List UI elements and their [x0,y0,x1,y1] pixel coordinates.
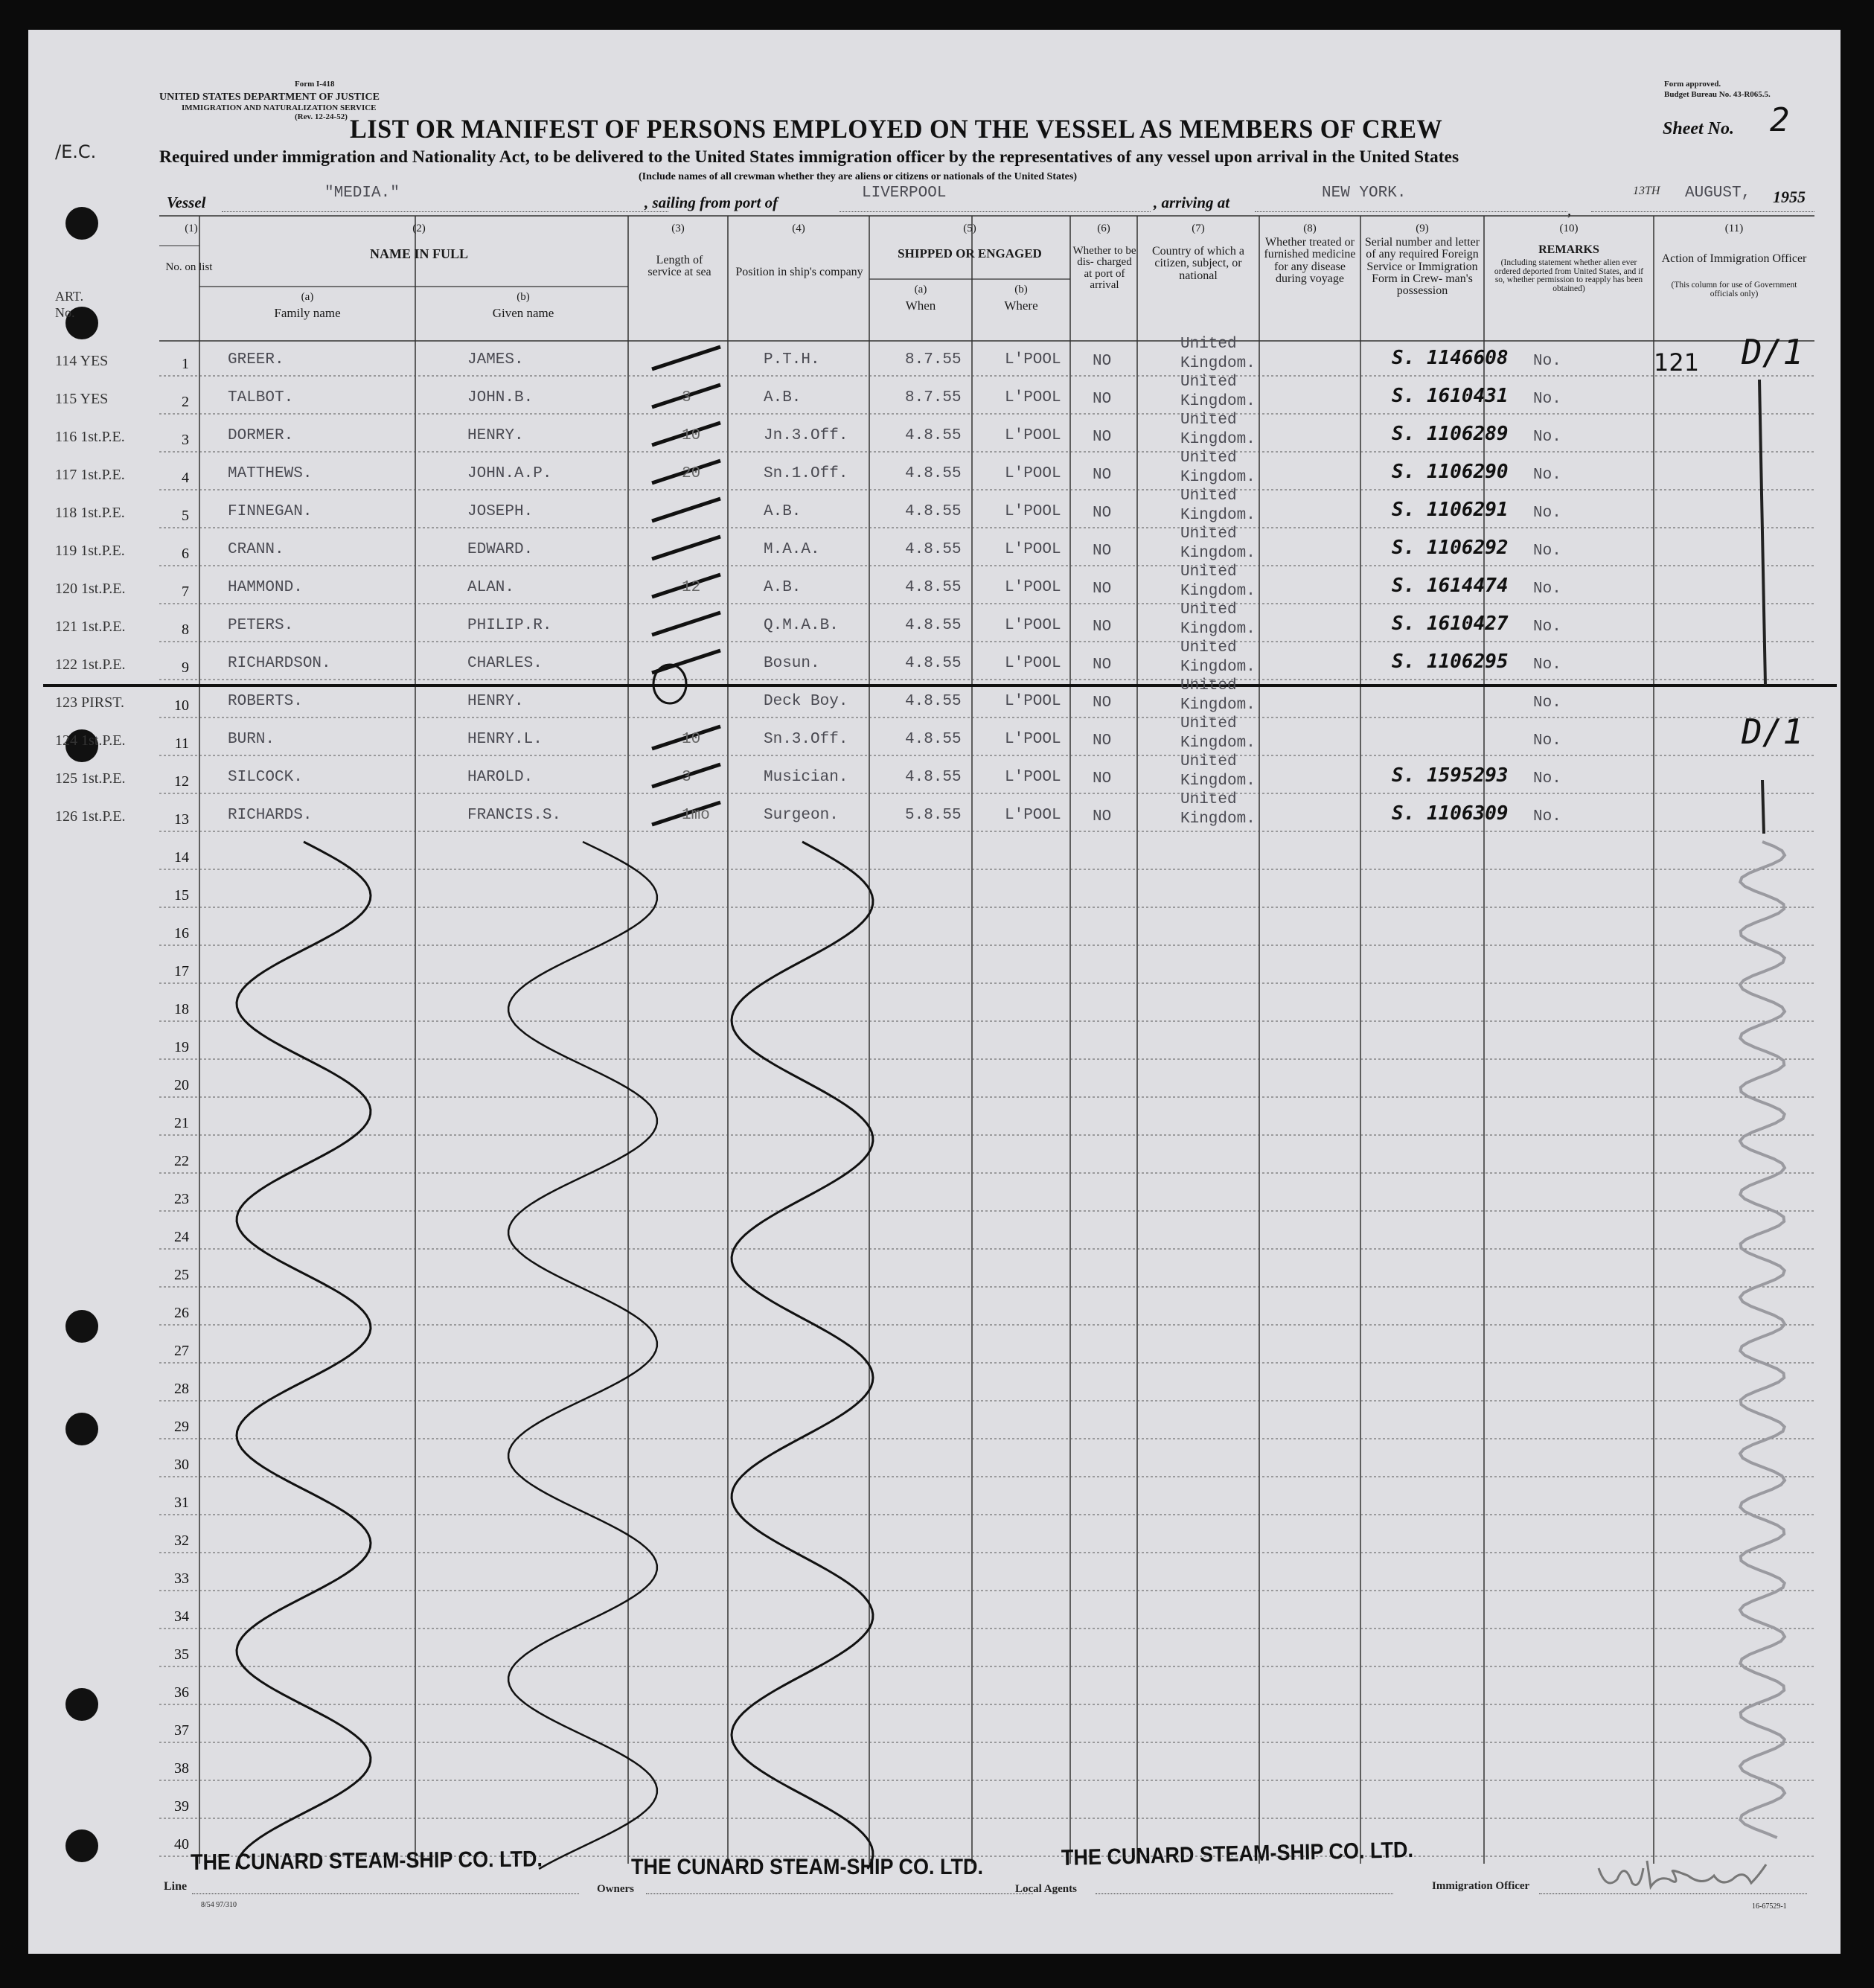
col10-note: (Including statement whether alien ever ordered deported from United States, and if so, whether permission to reapply has been obtained) [1494,258,1644,294]
family-name: FINNEGAN. [228,503,313,520]
row-number: 32 [174,1532,189,1549]
discharge-flag: NO [1093,619,1112,636]
vessel-name: "MEDIA." [324,185,400,202]
engaged-when: 8.7.55 [905,351,962,368]
service-length: 1mo [682,807,710,824]
given-name: JOHN.B. [467,389,534,406]
row-number: 13 [174,811,189,828]
sheet-label: Sheet No. [1663,119,1734,138]
engaged-when: 4.8.55 [905,541,962,558]
ship-position: Q.M.A.B. [764,617,839,634]
art-number: 120 1st.P.E. [55,581,126,597]
remarks: No. [1533,581,1561,598]
page-subtitle: Required under immigration and Nationality Act, to be delivered to the United States immigration officer by the representatives of any vessel upon arrival in the United States [159,147,1459,167]
row-number: 15 [174,887,189,904]
art-number: 117 1st.P.E. [55,467,125,483]
citizenship-country: United Kingdom. [1180,450,1256,486]
ship-position: P.T.H. [764,351,820,368]
given-name: CHARLES. [467,655,543,672]
agents-stamp: THE CUNARD STEAM-SHIP CO. LTD. [1061,1837,1414,1870]
serial-number: S. 1610427 [1392,613,1509,635]
given-name: HENRY.L. [467,731,543,748]
arrival-year: 1955 [1773,188,1806,206]
row-number: 12 [174,773,189,790]
remarks: No. [1533,429,1561,446]
citizenship-country: United Kingdom. [1180,336,1256,372]
service-length: 20 [682,465,701,482]
officer-signature [1591,1846,1785,1898]
col10-num: (10) [1559,223,1579,234]
engaged-when: 4.8.55 [905,655,962,672]
remarks: No. [1533,694,1561,712]
col9-label: Serial number and letter of any required Foreign Service or Immigration Form in Crew- man's possession [1364,236,1480,298]
sailing-label: , sailing from port of [645,194,778,211]
row-number: 18 [174,1001,189,1017]
col4-num: (4) [792,223,805,234]
discharge-flag: NO [1093,808,1112,825]
service-length: 12 [682,579,701,596]
remarks: No. [1533,808,1561,825]
service-length: 10 [682,731,701,748]
row-number: 37 [174,1722,189,1739]
discharge-flag: NO [1093,391,1112,408]
service-name: IMMIGRATION AND NATURALIZATION SERVICE [182,103,377,112]
family-name: SILCOCK. [228,769,303,786]
ship-position: Sn.1.Off. [764,465,848,482]
col3-num: (3) [671,223,685,234]
remarks: No. [1533,619,1561,636]
row-number: 24 [174,1229,189,1245]
form-number: Form I-418 [295,80,335,89]
engaged-when: 4.8.55 [905,693,962,710]
col4-label: Position in ship's company [735,266,863,278]
engaged-where: L'POOL [1005,389,1061,406]
agency-name: UNITED STATES DEPARTMENT OF JUSTICE [159,92,380,103]
engaged-when: 4.8.55 [905,617,962,634]
col2-num: (2) [412,223,426,234]
discharge-flag: NO [1093,505,1112,522]
remarks: No. [1533,505,1561,522]
row-number: 39 [174,1798,189,1815]
serial-number: S. 1106291 [1392,499,1509,521]
row-number: 16 [174,925,189,942]
serial-number: S. 1610431 [1392,385,1509,407]
row-number: 4 [182,470,189,486]
citizenship-country: United Kingdom. [1180,488,1256,524]
col2a-num: (a) [301,291,314,303]
art-number: 122 1st.P.E. [55,656,126,673]
remarks: No. [1533,391,1561,408]
family-name: RICHARDS. [228,807,313,824]
art-number: 116 1st.P.E. [55,429,125,445]
row-number: 8 [182,621,189,638]
officer-action: D/1 [1742,332,1804,372]
departure-port: LIVERPOOL [862,185,947,202]
row-number: 34 [174,1608,189,1625]
citizenship-country: United Kingdom. [1180,412,1256,448]
col8-label: Whether treated or furnished medicine for any disease during voyage [1264,236,1356,285]
line-label: Line [164,1880,188,1893]
engaged-where: L'POOL [1005,769,1061,786]
engaged-where: L'POOL [1005,465,1061,482]
art-number: 123 PIRST. [55,694,124,711]
col11-num: (11) [1724,223,1744,234]
col8-num: (8) [1303,223,1317,234]
given-name: FRANCIS.S. [467,807,562,824]
engaged-where: L'POOL [1005,731,1061,748]
page-title: LIST OR MANIFEST OF PERSONS EMPLOYED ON THE VESSEL AS MEMBERS OF CREW [350,114,1443,144]
ship-position: Musician. [764,769,848,786]
citizenship-country: United Kingdom. [1180,563,1256,600]
col11-note: (This column for use of Government officials only) [1671,281,1797,298]
discharge-flag: NO [1093,467,1112,484]
given-name: PHILIP.R. [467,617,552,634]
owners-stamp: THE CUNARD STEAM-SHIP CO. LTD. [631,1855,984,1879]
col5b-label: Where [1004,298,1038,313]
col10-label: REMARKS [1538,243,1599,256]
remarks: No. [1533,732,1561,750]
engaged-when: 5.8.55 [905,807,962,824]
ship-position: M.A.A. [764,541,820,558]
row-number: 26 [174,1305,189,1321]
engaged-where: L'POOL [1005,617,1061,634]
engaged-where: L'POOL [1005,693,1061,710]
art-number: 125 1st.P.E. [55,770,126,787]
row-number: 29 [174,1419,189,1435]
art-number: 126 1st.P.E. [55,808,126,825]
serial-number: S. 1106289 [1392,423,1509,445]
citizenship-country: United Kingdom. [1180,525,1256,562]
row-number: 22 [174,1153,189,1169]
row-number: 30 [174,1457,189,1473]
ship-position: A.B. [764,503,802,520]
ship-position: Bosun. [764,655,820,672]
remarks: No. [1533,656,1561,674]
col5-label: SHIPPED OR ENGAGED [898,246,1042,261]
officer-label: Immigration Officer [1432,1880,1530,1892]
row-number: 33 [174,1570,189,1587]
family-name: GREER. [228,351,284,368]
col1-label: No. on list [165,261,213,273]
service-length: 10 [682,427,701,444]
engaged-when: 4.8.55 [905,503,962,520]
engaged-where: L'POOL [1005,351,1061,368]
engaged-where: L'POOL [1005,579,1061,596]
col1-num: (1) [185,223,198,234]
discharge-flag: NO [1093,581,1112,598]
col2b-num: (b) [517,291,530,303]
line-stamp: THE CUNARD STEAM-SHIP CO. LTD. [190,1847,543,1875]
given-name: HAROLD. [467,769,534,786]
art-number: 119 1st.P.E. [55,543,125,559]
citizenship-country: United Kingdom. [1180,715,1256,752]
engaged-where: L'POOL [1005,655,1061,672]
row-number: 28 [174,1381,189,1397]
col5a-label: When [905,298,936,313]
serial-number: S. 1614474 [1392,575,1509,597]
margin-note: /E.C. [55,141,97,162]
col5a-num: (a) [914,284,927,295]
col2a-label: Family name [274,306,341,320]
officer-action: D/1 [1742,712,1804,752]
row-number: 27 [174,1343,189,1359]
page-subnote: (Include names of all crewman whether they are aliens or citizens or nationals of the United States) [639,171,1077,182]
art-number: 114 YES [55,353,109,369]
row-number: 3 [182,432,189,448]
col5b-num: (b) [1014,284,1028,295]
row-number: 25 [174,1267,189,1283]
engaged-when: 4.8.55 [905,465,962,482]
discharge-flag: NO [1093,429,1112,446]
family-name: BURN. [228,731,275,748]
engaged-where: L'POOL [1005,807,1061,824]
art-number: 121 1st.P.E. [55,619,126,635]
ship-position: A.B. [764,579,802,596]
row-number: 9 [182,659,189,676]
family-name: CRANN. [228,541,284,558]
approval-note: Form approved. [1664,80,1721,89]
row-number: 7 [182,584,189,600]
remarks: No. [1533,467,1561,484]
ship-position: Deck Boy. [764,693,848,710]
given-name: HENRY. [467,693,524,710]
budget-bureau-no: Budget Bureau No. 43-R065.5. [1664,90,1771,99]
engaged-where: L'POOL [1005,503,1061,520]
arrival-day: 13TH [1633,185,1660,197]
ship-position: A.B. [764,389,802,406]
engaged-when: 4.8.55 [905,579,962,596]
row-number: 17 [174,963,189,979]
service-length: 3 [682,389,691,406]
row-number: 35 [174,1646,189,1663]
serial-number: S. 1595293 [1392,764,1509,787]
col2-label: NAME IN FULL [369,246,468,261]
row-number: 14 [174,849,189,866]
engaged-when: 4.8.55 [905,427,962,444]
arrival-port: NEW YORK. [1322,185,1407,202]
vessel-label: Vessel [167,194,206,211]
col7-label: Country of which a citizen, subject, or national [1152,245,1244,282]
manifest-sheet: UNITED STATES DEPARTMENT OF JUSTICE IMMIGRATION AND NATURALIZATION SERVICE Form I-418 (Rev. 12-24-52) Form approved. Budget Bureau No. 43-R065.5. LIST OR MANIFEST OF PERSONS EMPLOYED ON THE VESSEL AS MEMBERS OF CREW Sheet No. 2 Required under immigration and Nationality Act, to be delivered to the United States immigration officer by the representatives of any vessel upon arrival in the United States (Include names of all crewman whether they are aliens or citizens or nationals of the United States) Vessel "MEDIA." , sailing from port of LIVERPOOL , arriving at NEW YORK. , 13TH AUGUST, 1955 /E.C. ART. No. (1) No. on list (2) NAME IN FULL (a) Family name (b) Given name (3) Length of service at sea (4) Position in ship's company (5) SHIPPED OR ENGAGED (a) When (b) Where (6) Whether to be dis- charged at port of arrival (7) Country of which a citizen, subject, or national (8) Whether treated or furnished medicine for any disease during voyage (9) Serial number and letter of any required Foreign Service or Immigration Form in Crew- man's possession (10) REMARKS (Including statement whether alien ever ordered deported from United States, and if so, whether permission to reapply has been obtained) (11) Action of Immigration Officer (This column for use of Government officials only) 114 YES 1 GREER. JAMES. P.T.H. 8.7.55 L'POOL NO United Kingdom. S. 1146608 No. 121 D/1 115 YES 2 TALBOT. JOHN.B. 3 A.B. 8.7.55 L'POOL NO United Kingdom. S. 1610431 No. 116 1st.P.E. 3 DORMER. HENRY. 10 Jn.3.Off. 4.8.55 L'POOL NO United Kingdom. S. 1106289 No. 117 1st.P.E. 4 MATTHEWS. JOHN.A.P. 20 Sn.1.Off. 4.8.55 L'POOL NO United Kingdom. S. 1106290 No. 118 1st.P.E. 5 FINNEGAN. JOSEPH. A.B. 4.8.55 L'POOL NO United Kingdom. S. 1106291 No. 119 1st.P.E. 6 CRANN. EDWARD. M.A.A. 4.8.55 L'POOL NO United Kingdom. S. 1106292 No. 120 1st.P.E. 7 HAMMOND. ALAN. 12 A.B. 4.8.55 L'POOL NO United Kingdom. S. 1614474 No. 121 1st.P.E. 8 PETERS. PHILIP.R. Q.M.A.B. 4.8.55 L'POOL NO United Kingdom. S. 1610427 No. 122 1st.P.E. 9 RICHARDSON. CHARLES. Bosun. 4.8.55 L'POOL NO United Kingdom. S. 1106295 No. 123 PIRST. 10 ROBERTS. HENRY. Deck Boy. 4.8.55 L'POOL NO United Kingdom. No. 124 1st.P.E. 11 BURN. HENRY.L. 10 Sn.3.Off. 4.8.55 L'POOL NO United Kingdom. No. D/1 125 1st.P.E. 12 SILCOCK. HAROLD. 3 Musician. 4.8.55 L'POOL NO United Kingdom. S. 1595293 No. 126 1st.P.E. 13 RICHARDS. FRANCIS.S. 1mo Surgeon. 5.8.55 L'POOL NO United Kingdom. S. 1106309 No. 14 15 16 17 18 19 20 21 22 23 24 25 26 27 28 29 30 31 32 33 34 35 36 37 38 39 40 THE CUNARD STEAM-SHIP CO. LTD. THE CUNARD STEAM-SHIP CO. LTD. THE CUNARD STEAM-SHIP CO. LTD. Line Owners Local Agents Immigration Officer 8/54 97/310 16-67529-1 [28,30,1841,1954]
discharge-flag: NO [1093,694,1112,712]
family-name: PETERS. [228,617,294,634]
discharge-flag: NO [1093,770,1112,787]
ship-position: Sn.3.Off. [764,731,848,748]
service-length: 3 [682,769,691,786]
engaged-where: L'POOL [1005,427,1061,444]
row-number: 21 [174,1115,189,1131]
art-number: 118 1st.P.E. [55,505,125,521]
row-number: 20 [174,1077,189,1093]
col5-num: (5) [963,223,976,234]
family-name: TALBOT. [228,389,294,406]
family-name: HAMMOND. [228,579,303,596]
row-number: 23 [174,1191,189,1207]
engaged-when: 4.8.55 [905,731,962,748]
serial-number: S. 1146608 [1392,347,1509,369]
family-name: DORMER. [228,427,294,444]
family-name: ROBERTS. [228,693,303,710]
citizenship-country: United Kingdom. [1180,374,1256,410]
citizenship-country: United Kingdom. [1180,791,1256,828]
row-number: 10 [174,697,189,714]
serial-number: S. 1106292 [1392,537,1509,559]
col9-num: (9) [1416,223,1429,234]
citizenship-country: United Kingdom. [1180,639,1256,676]
row-number: 11 [174,735,189,752]
col7-num: (7) [1192,223,1205,234]
citizenship-country: United Kingdom. [1180,677,1256,714]
given-name: ALAN. [467,579,515,596]
discharge-flag: NO [1093,732,1112,750]
sheet-number: 2 [1770,101,1790,139]
row-number: 2 [182,394,189,410]
row-number: 19 [174,1039,189,1055]
art-number: 115 YES [55,391,109,407]
remarks: No. [1533,543,1561,560]
ship-position: Jn.3.Off. [764,427,848,444]
remarks: No. [1533,770,1561,787]
art-number: 124 1st.P.E. [55,732,126,749]
given-name: HENRY. [467,427,524,444]
family-name: RICHARDSON. [228,655,331,672]
serial-number: S. 1106290 [1392,461,1509,483]
engaged-where: L'POOL [1005,541,1061,558]
row-number: 40 [174,1836,189,1853]
row-number: 31 [174,1495,189,1511]
col2b-label: Given name [492,306,554,320]
discharge-flag: NO [1093,656,1112,674]
ship-position: Surgeon. [764,807,839,824]
given-name: EDWARD. [467,541,534,558]
row-number: 1 [182,356,189,372]
given-name: JOSEPH. [467,503,534,520]
col6-label: Whether to be dis- charged at port of arrival [1072,245,1136,291]
form-revision: (Rev. 12-24-52) [295,112,348,121]
citizenship-country: United Kingdom. [1180,753,1256,790]
owners-label: Owners [597,1883,634,1895]
col3-label: Length of service at sea [647,254,711,279]
arrival-month: AUGUST, [1685,185,1751,202]
col6-num: (6) [1097,223,1110,234]
row-number: 36 [174,1684,189,1701]
given-name: JAMES. [467,351,524,368]
row-number: 38 [174,1760,189,1777]
remarks-annotation: 121 [1654,348,1700,377]
serial-number: S. 1106309 [1392,802,1509,825]
discharge-flag: NO [1093,543,1112,560]
engaged-when: 4.8.55 [905,769,962,786]
row-number: 6 [182,546,189,562]
row-number: 5 [182,508,189,524]
engaged-when: 8.7.55 [905,389,962,406]
form-code: 16-67529-1 [1752,1902,1787,1911]
given-name: JOHN.A.P. [467,465,552,482]
print-code: 8/54 97/310 [201,1901,237,1909]
serial-number: S. 1106295 [1392,651,1509,673]
family-name: MATTHEWS. [228,465,313,482]
arriving-label: , arriving at [1154,194,1230,211]
citizenship-country: United Kingdom. [1180,601,1256,638]
col11-label: Action of Immigration Officer [1661,252,1807,265]
agents-label: Local Agents [1015,1883,1077,1895]
remarks: No. [1533,353,1561,370]
discharge-flag: NO [1093,353,1112,370]
art-no-label: ART. No. [55,289,84,320]
